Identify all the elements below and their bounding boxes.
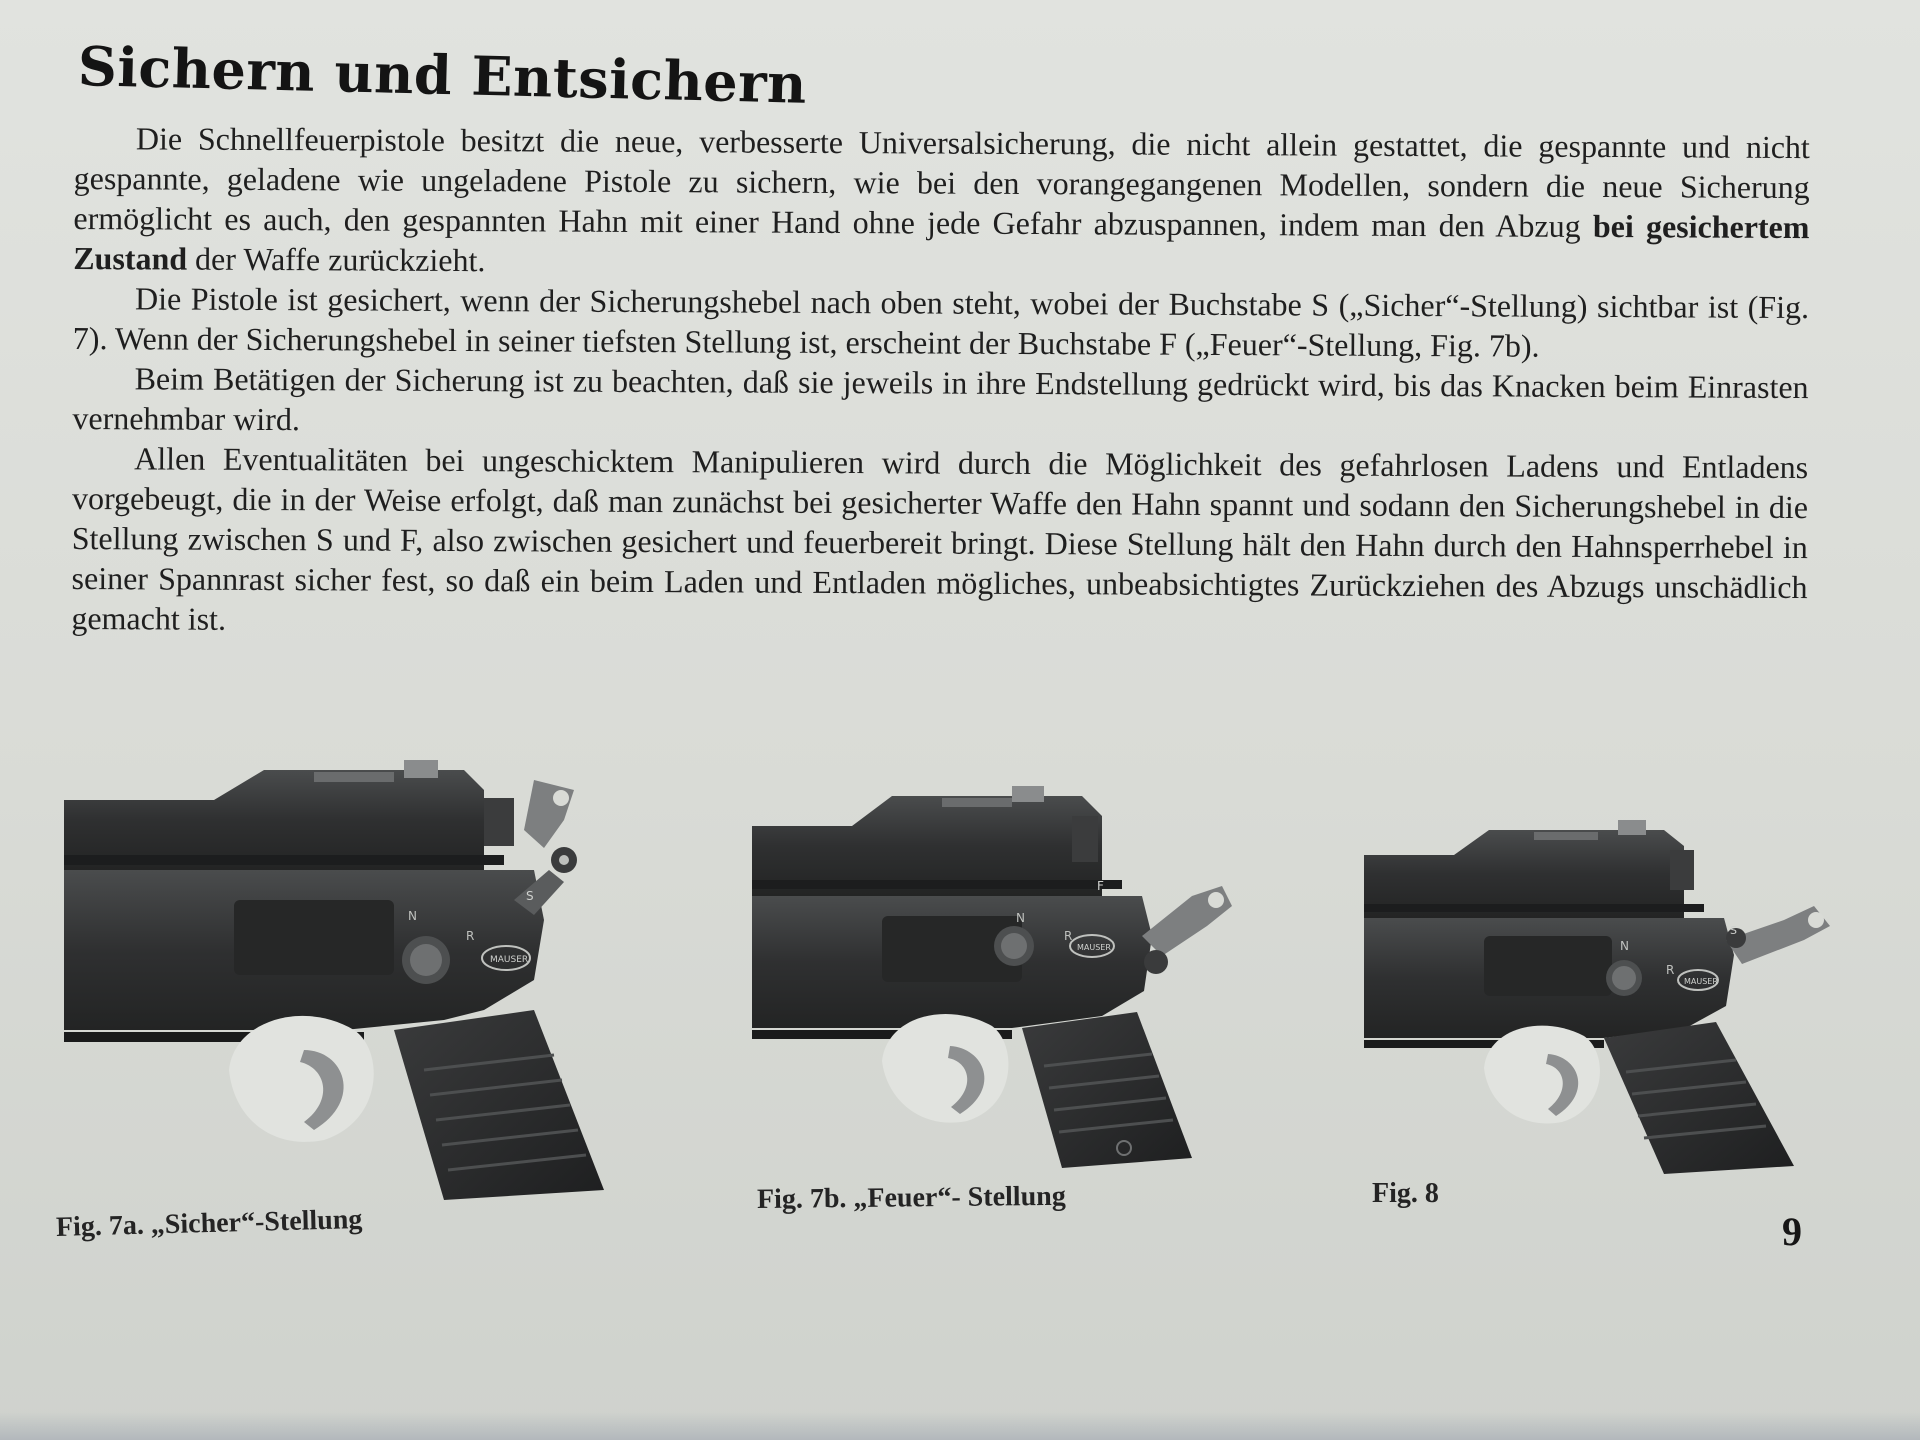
mark-n: N: [408, 909, 417, 923]
paragraph-2: Die Pistole ist gesichert, wenn der Sicherungshebel nach oben steht, wobei der Buchstabe S („Sicher“-Stellung) sichtbar ist (Fig. 7). Wenn der Sicherungshebel in seiner tiefsten Stellung ist, erscheint der Buchstabe F („Feuer“-Stellung, Fig. 7b).: [72, 280, 1810, 364]
figure-7a-caption: Fig. 7a. „Sicher“-Stellung: [55, 1203, 363, 1243]
svg-text:R: R: [1064, 929, 1073, 943]
figure-7a-pistol-image: [64, 750, 624, 1200]
figure-7b-caption: Fig. 7b. „Feuer“- Stellung: [756, 1180, 1066, 1215]
paragraph-4: Allen Eventualitäten bei ungeschicktem Manipulieren wird durch die Möglichkeit des gefahrlosen Ladens und Entladens vorgebeugt, die in der Weise erfolgt, daß man zunächst bei gesicherter Waffe den Hahn spannt und sodann den Sicherungshebel in die Stellung zwischen S und F, also zwischen gesichert und feuerbereit bringt. Diese Stellung hält den Hahn durch den Hahnsperrhebel in seiner Spannrast sicher fest, so daß ein beim Laden und Entladen mögliches, unbeabsichtigtes Zurückziehen des Abzugs unschädlich gemacht ist.: [71, 440, 1809, 637]
figure-8-caption: Fig. 8: [1372, 1178, 1439, 1209]
page-heading: Sichern und Entsichern: [77, 34, 808, 116]
svg-text:MAUSER: MAUSER: [1077, 943, 1111, 952]
figure-8-pistol-image: [1364, 810, 1854, 1180]
lever-letter-s: S: [526, 889, 534, 903]
emphasis-text: bei gesichertem Zustand: [73, 207, 1810, 277]
page-number: 9: [1782, 1209, 1802, 1254]
svg-text:N: N: [1620, 939, 1629, 953]
lever-letter-s: S: [1730, 924, 1737, 937]
paragraph-3: Beim Betätigen der Sicherung ist zu beachten, daß sie jeweils in ihre Endstellung gedrückt wird, bis das Knacken beim Einrasten vernehmbar wird.: [72, 360, 1809, 438]
brand-mark: MAUSER: [490, 955, 529, 965]
mark-r: R: [466, 929, 475, 943]
figure-7b-pistol-image: [752, 776, 1242, 1176]
paragraph-1: Die Schnellfeuerpistole besitzt die neue, verbesserte Universalsicherung, die nicht allein gestattet, die gespannte und nicht gespannte, geladene wie ungeladene Pistole zu sichern, wie bei den vorangegangenen Modellen, sondern die neue Sicherung ermöglicht es auch, den gespannten Hahn mit einer Hand ohne jede Gefahr abzuspannen, indem man den Abzug bei gesichertem Zustand der Waffe zurückzieht.: [73, 120, 1810, 279]
svg-text:N: N: [1016, 911, 1025, 925]
page-edge-shadow: [0, 1412, 1920, 1440]
body-text: [71, 118, 1810, 647]
lever-letter-f: F: [1097, 879, 1104, 893]
svg-text:MAUSER: MAUSER: [1684, 977, 1718, 986]
svg-text:R: R: [1666, 963, 1675, 977]
